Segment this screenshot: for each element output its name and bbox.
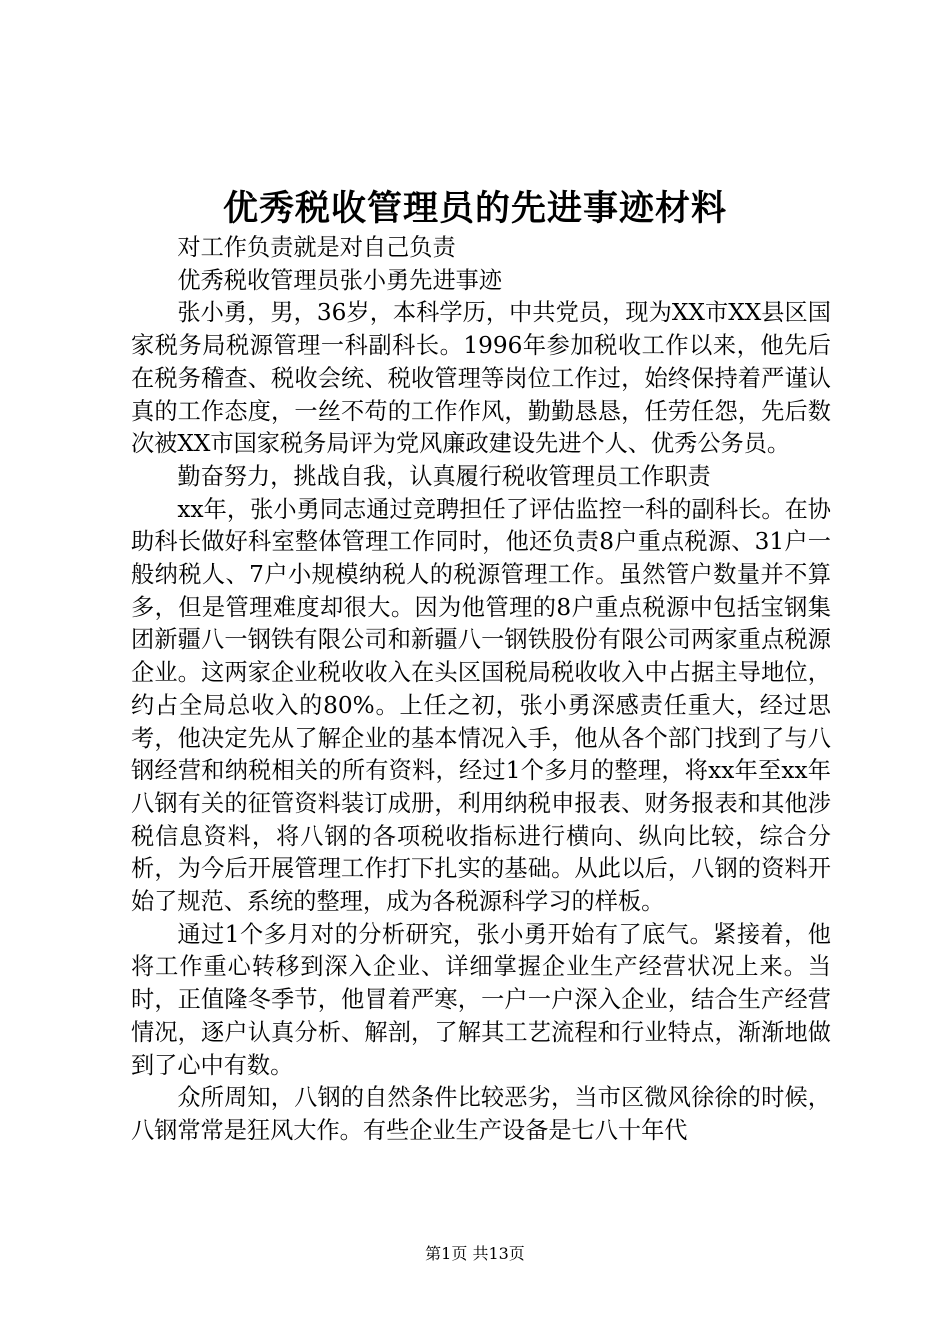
paragraph: 勤奋努力，挑战自我，认真履行税收管理员工作职责 [177,462,711,490]
document-body [131,232,831,1148]
paragraph: 优秀税收管理员张小勇先进事迹 [177,266,503,294]
paragraph: 对工作负责就是对自己负责 [177,234,456,261]
paragraph: 通过1个多月对的分析研究，张小勇开始有了底气。紧接着，他将工作重心转移到深入企业、详细掌握企业生产经营状况上来。当时，正值隆冬季节，他冒着严寒，一户一户深入企业，结合生产经营情况，逐户认真分析、解剖，了解其工艺流程和行业特点，渐渐地做到了心中有数。 [131,920,831,1079]
page-footer: 第1页 共13页 [425,1244,525,1263]
paragraph: 众所周知，八钢的自然条件比较恶劣，当市区微风徐徐的时候，八钢常常是狂风大作。有些企业生产设备是七八十年代 [131,1084,831,1144]
document-title: 优秀税收管理员的先进事迹材料 [222,188,727,229]
paragraph: xx年，张小勇同志通过竞聘担任了评估监控一科的副科长。在协助科长做好科室整体管理工作同时，他还负责8户重点税源、31户一般纳税人、7户小规模纳税人的税源管理工作。虽然管户数量并不算多，但是管理难度却很大。因为他管理的8户重点税源中包括宝钢集团新疆八一钢铁有限公司和新疆八一钢铁股份有限公司两家重点税源企业。这两家企业税收收入在头区国税局税收收入中占据主导地位，约占全局总收入的80%。上任之初，张小勇深感责任重大，经过思考，他决定先从了解企业的基本情况入手，他从各个部门找到了与八钢经营和纳税相关的所有资料，经过1个多月的整理，将xx年至xx年八钢有关的征管资料装订成册，利用纳税申报表、财务报表和其他涉税信息资料，将八钢的各项税收指标进行横向、纵向比较，综合分析，为今后开展管理工作打下扎实的基础。从此以后，八钢的资料开始了规范、系统的整理，成为各税源科学习的样板。 [131,495,831,916]
paragraph: 张小勇，男，36岁，本科学历，中共党员，现为XX市XX县区国家税务局税源管理一科副科长。1996年参加税收工作以来，他先后在税务稽查、税收会统、税收管理等岗位工作过，始终保持着严谨认真的工作态度，一丝不苟的工作作风，勤勤恳恳，任劳任怨，先后数次被XX市国家税务局评为党风廉政建设先进个人、优秀公务员。 [131,299,831,458]
